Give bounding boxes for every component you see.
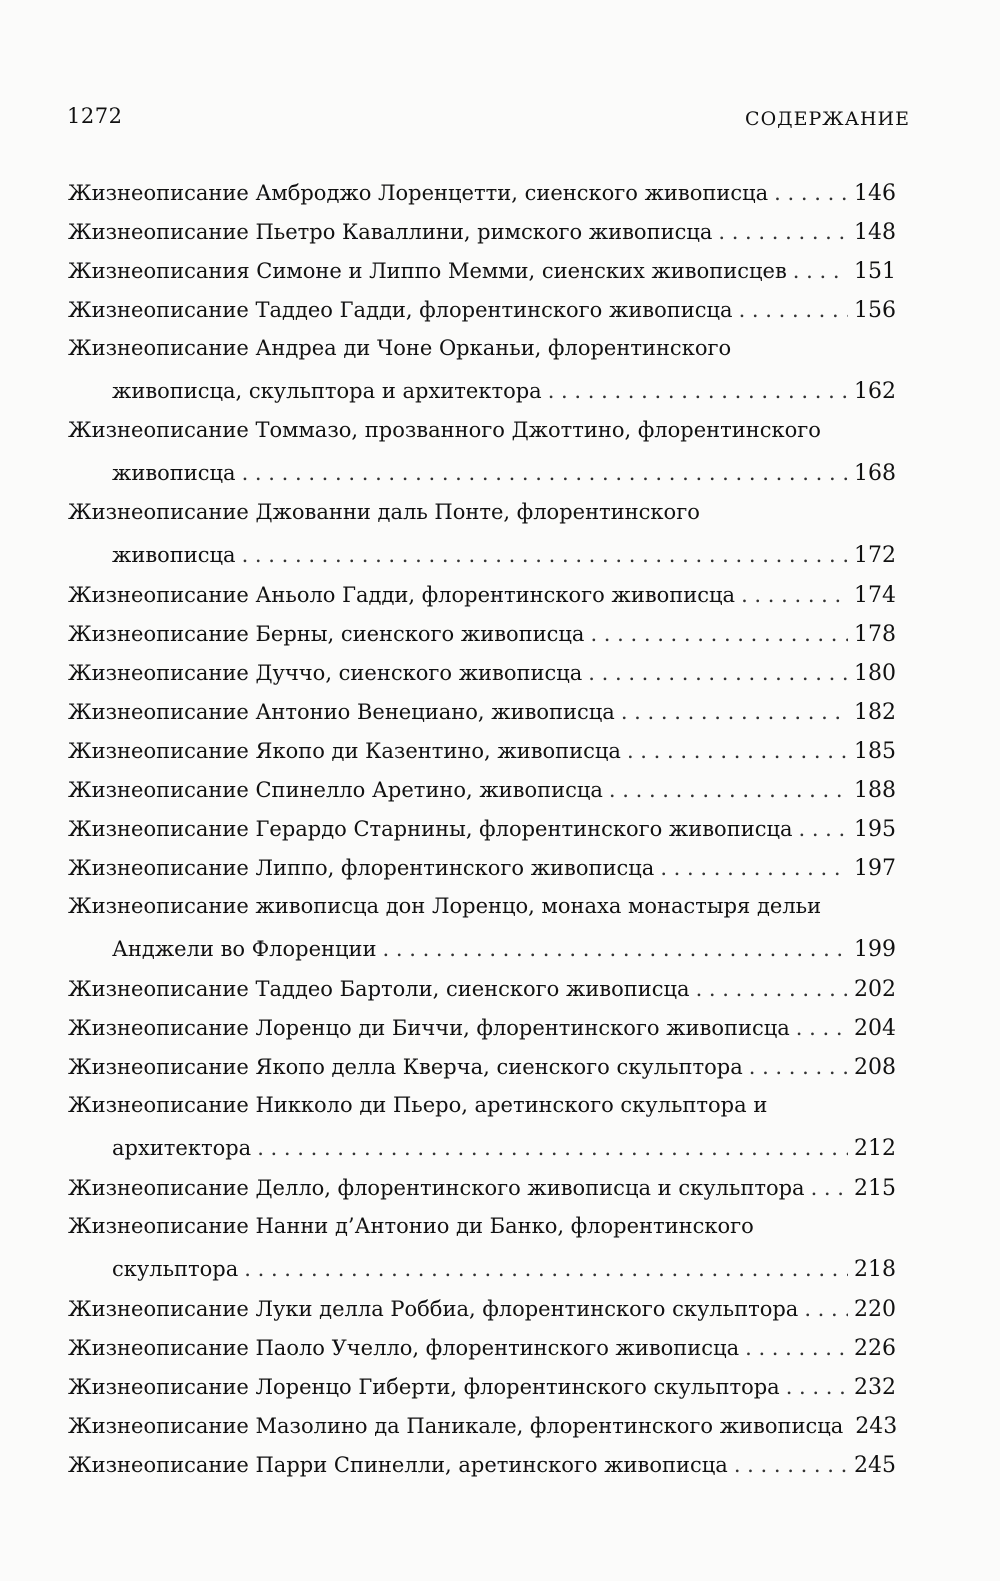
toc-entry — [68, 1329, 896, 1368]
toc-entry-first-line — [68, 888, 896, 924]
toc-entry-title: Жизнеописание Антонио Венециано, живописца — [68, 700, 615, 724]
toc-entry — [68, 1407, 896, 1446]
toc-entry — [68, 174, 896, 213]
toc-entry — [68, 732, 896, 771]
toc-entry-first-line — [68, 1208, 896, 1244]
toc-entry-title: Жизнеописание Андреа ди Чоне Орканьи, флорентинского — [68, 336, 732, 360]
toc-entry — [68, 970, 896, 1009]
toc-entry-line — [68, 174, 896, 213]
toc-page-number: 195 — [854, 817, 896, 842]
dot-leader — [251, 1128, 848, 1169]
toc-entry — [68, 330, 896, 412]
dot-leader — [654, 849, 848, 888]
toc-entry — [68, 1446, 896, 1485]
toc-entry — [68, 252, 896, 291]
toc-entry — [68, 1048, 896, 1087]
toc-page-number: 188 — [854, 778, 896, 803]
toc-page-number: 182 — [854, 700, 896, 725]
dot-leader — [768, 174, 848, 213]
toc-entry-line — [68, 1009, 896, 1048]
page-number: 1272 — [67, 104, 123, 128]
toc-entry — [68, 810, 896, 849]
toc-entry-title: Жизнеописание Никколо ди Пьеро, аретинского скульптора и — [68, 1093, 768, 1117]
toc-entry-line — [68, 771, 896, 810]
toc-entry-title: Жизнеописание Пьетро Каваллини, римского живописца — [68, 220, 713, 244]
toc-page-number: 168 — [854, 461, 896, 486]
toc-page-number: 185 — [854, 739, 896, 764]
toc-entry-title: Жизнеописание Делло, флорентинского живописца и скульптора — [68, 1176, 805, 1200]
toc-entry — [68, 1009, 896, 1048]
dot-leader — [236, 453, 848, 494]
running-head: СОДЕРЖАНИЕ — [745, 108, 910, 130]
toc-entry-title: Жизнеописание Парри Спинелли, аретинского живописца — [68, 1453, 728, 1477]
toc-entry-line — [68, 213, 896, 252]
toc-entry-line — [68, 252, 896, 291]
toc-entry-title: Жизнеописание Нанни д’Антонио ди Банко, флорентинского — [68, 1214, 754, 1238]
toc-entry-title: Жизнеописание Якопо ди Казентино, живописца — [68, 739, 621, 763]
toc-entry-title: Жизнеописание Липпо, флорентинского живописца — [68, 856, 655, 880]
toc-entry-title-continuation: живописца — [112, 461, 236, 485]
toc-page-number: 156 — [854, 298, 896, 323]
toc-entry-first-line — [68, 412, 896, 448]
toc-entry-line — [68, 849, 896, 888]
toc-entry-title-continuation: Анджели во Флоренции — [112, 937, 377, 961]
toc-entry-line — [68, 1446, 896, 1485]
dot-leader — [603, 771, 848, 810]
toc-entry — [68, 576, 896, 615]
toc-entry — [68, 1169, 896, 1208]
toc-entry-continuation-line — [68, 371, 896, 412]
toc-page-number: 148 — [854, 220, 896, 245]
toc-entry-line — [68, 1290, 896, 1329]
toc-page-number: 215 — [854, 1176, 896, 1201]
dot-leader — [787, 252, 848, 291]
toc-page-number: 220 — [854, 1297, 896, 1322]
dot-leader — [238, 1249, 848, 1290]
dot-leader — [843, 1407, 849, 1446]
dot-leader — [377, 929, 848, 970]
toc-entry-title: Жизнеописание Лоренцо Гиберти, флорентинского скульптора — [68, 1375, 780, 1399]
table-of-contents — [68, 174, 896, 1485]
toc-entry — [68, 849, 896, 888]
toc-entry — [68, 615, 896, 654]
toc-page-number: 243 — [855, 1414, 898, 1439]
toc-entry-continuation-line — [68, 535, 896, 576]
toc-page-number: 146 — [854, 181, 896, 206]
toc-entry-line — [68, 654, 896, 693]
toc-page-number: 172 — [854, 543, 896, 568]
toc-entry-continuation-line — [68, 929, 896, 970]
toc-page-number: 178 — [854, 622, 896, 647]
toc-entry-first-line — [68, 330, 896, 366]
dot-leader — [805, 1169, 848, 1208]
toc-entry-continuation-line — [68, 453, 896, 494]
toc-entry-title: Жизнеописание Паоло Учелло, флорентинского живописца — [68, 1336, 740, 1360]
toc-entry-line — [68, 732, 896, 771]
toc-entry-line — [68, 1329, 896, 1368]
toc-page-number: 180 — [854, 661, 896, 686]
toc-page-number: 208 — [854, 1055, 896, 1080]
toc-entry-title: Жизнеописание Берны, сиенского живописца — [68, 622, 585, 646]
toc-entry — [68, 693, 896, 732]
toc-entry-continuation-line — [68, 1249, 896, 1290]
toc-page-number: 151 — [854, 259, 896, 284]
toc-entry-title: Жизнеописания Симоне и Липпо Мемми, сиенских живописцев — [68, 259, 787, 283]
toc-entry-first-line — [68, 1087, 896, 1123]
toc-entry-title: Жизнеописание Мазолино да Паникале, флорентинского живописца — [68, 1414, 844, 1438]
toc-entry-continuation-line — [68, 1128, 896, 1169]
toc-page-number: 245 — [854, 1453, 896, 1478]
dot-leader — [236, 535, 848, 576]
toc-entry-line — [68, 1169, 896, 1208]
toc-entry-title: Жизнеописание Дуччо, сиенского живописца — [68, 661, 583, 685]
dot-leader — [582, 654, 848, 693]
toc-entry-line — [68, 291, 896, 330]
toc-page-number: 199 — [854, 937, 896, 962]
toc-entry-title-continuation: живописца — [112, 543, 236, 567]
toc-entry — [68, 494, 896, 576]
toc-entry — [68, 1208, 896, 1290]
toc-entry — [68, 213, 896, 252]
toc-page-number: 232 — [854, 1375, 896, 1400]
dot-leader — [690, 970, 848, 1009]
toc-page-number: 197 — [854, 856, 896, 881]
dot-leader — [733, 291, 848, 330]
dot-leader — [584, 615, 848, 654]
toc-entry-title: Жизнеописание Томмазо, прозванного Джоттино, флорентинского — [68, 418, 821, 442]
dot-leader — [712, 213, 848, 252]
toc-entry — [68, 291, 896, 330]
toc-entry-title: Жизнеописание Джованни даль Понте, флорентинского — [68, 500, 700, 524]
toc-entry-line — [68, 970, 896, 1009]
toc-entry-line — [68, 1407, 896, 1446]
toc-entry-title: Жизнеописание Лоренцо ди Биччи, флорентинского живописца — [68, 1016, 790, 1040]
toc-page-number: 174 — [854, 583, 896, 608]
toc-page-number: 202 — [854, 977, 896, 1002]
toc-entry-line — [68, 810, 896, 849]
toc-entry — [68, 771, 896, 810]
dot-leader — [780, 1368, 848, 1407]
toc-entry-title: Жизнеописание Спинелло Аретино, живописца — [68, 778, 603, 802]
toc-entry — [68, 1368, 896, 1407]
toc-entry-title: Жизнеописание Амброджо Лоренцетти, сиенского живописца — [68, 181, 769, 205]
toc-entry-title: Жизнеописание Аньоло Гадди, флорентинского живописца — [68, 583, 736, 607]
toc-entry-title-continuation: живописца, скульптора и архитектора — [112, 379, 542, 403]
dot-leader — [728, 1446, 848, 1485]
toc-entry — [68, 888, 896, 970]
toc-entry — [68, 654, 896, 693]
toc-entry-title: Жизнеописание Якопо делла Кверча, сиенского скульптора — [68, 1055, 743, 1079]
dot-leader — [735, 576, 848, 615]
toc-page-number: 218 — [854, 1257, 896, 1282]
toc-entry-title: Жизнеописание живописца дон Лоренцо, монаха монастыря дельи — [68, 894, 822, 918]
toc-entry-line — [68, 693, 896, 732]
dot-leader — [621, 732, 848, 771]
toc-entry-first-line — [68, 494, 896, 530]
toc-page-number: 212 — [854, 1136, 896, 1161]
dot-leader — [615, 693, 848, 732]
toc-page-number: 226 — [854, 1336, 896, 1361]
toc-entry-line — [68, 1048, 896, 1087]
toc-entry-title-continuation: скульптора — [112, 1257, 239, 1281]
toc-entry-line — [68, 576, 896, 615]
dot-leader — [798, 1290, 848, 1329]
toc-entry-title: Жизнеописание Таддео Бартоли, сиенского живописца — [68, 977, 690, 1001]
toc-entry-title-continuation: архитектора — [112, 1136, 252, 1160]
dot-leader — [743, 1048, 848, 1087]
toc-entry-title: Жизнеописание Таддео Гадди, флорентинского живописца — [68, 298, 733, 322]
toc-entry — [68, 1087, 896, 1169]
toc-page-number: 204 — [854, 1016, 896, 1041]
toc-entry-line — [68, 615, 896, 654]
toc-entry-title: Жизнеописание Луки делла Роббиа, флорентинского скульптора — [68, 1297, 799, 1321]
dot-leader — [790, 1009, 848, 1048]
dot-leader — [739, 1329, 848, 1368]
toc-entry-title: Жизнеописание Герардо Старнины, флорентинского живописца — [68, 817, 793, 841]
toc-entry — [68, 1290, 896, 1329]
toc-entry-line — [68, 1368, 896, 1407]
toc-entry — [68, 412, 896, 494]
toc-page-number: 162 — [854, 379, 896, 404]
dot-leader — [542, 371, 848, 412]
dot-leader — [792, 810, 848, 849]
